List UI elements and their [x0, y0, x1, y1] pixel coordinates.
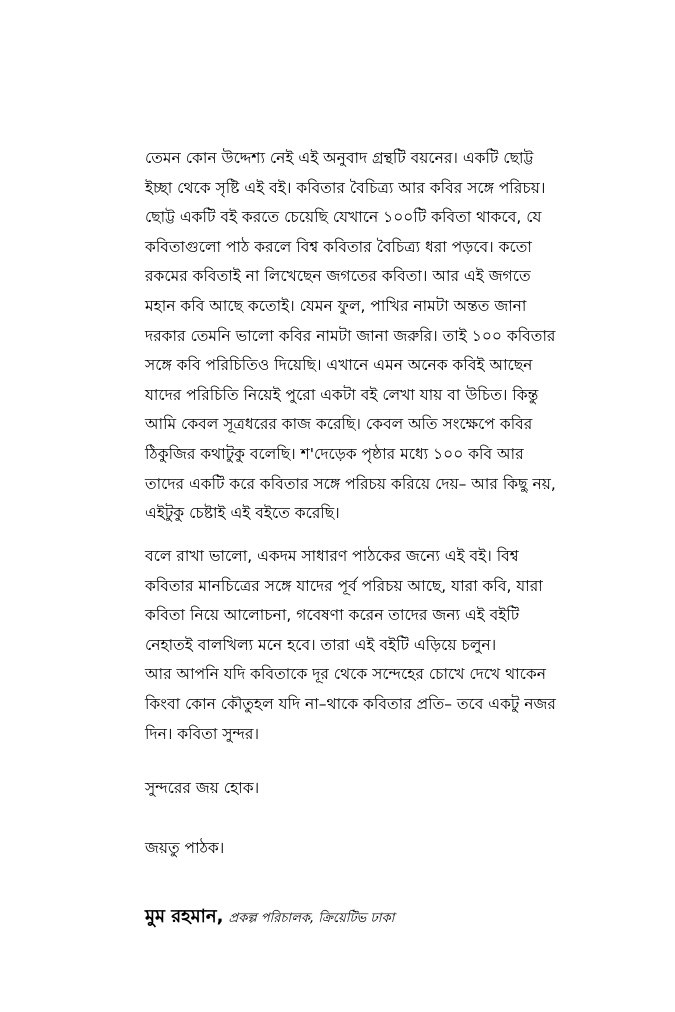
paragraph-line: নেহাতই বালখিল্য মনে হবে। তারা এই বইটি এড়িয়ে চলুন। [145, 635, 497, 654]
signature-role: প্রকল্প পরিচালক, ক্রিয়েটিভ ঢাকা [228, 911, 395, 926]
paragraph-line: আর আপনি যদি কবিতাকে দূর থেকে সন্দেহের চোখে দেখে থাকেন [145, 665, 546, 684]
paragraph-line: ঠিকুজির কথাটুকু বলেছি। শ'দেড়েক পৃষ্ঠার মধ্যে ১০০ কবি আর [145, 444, 524, 463]
paragraph-line: তেমন কোন উদ্দেশ্য নেই এই অনুবাদ গ্রন্থটি বয়নের। একটি ছোট্ট [145, 149, 534, 167]
paragraph-line: কবিতার মানচিত্রের সঙ্গে যাদের পূর্ব পরিচয় আছে, যারা কবি, যারা [145, 576, 543, 595]
signature-name: মুম রহমান, [145, 906, 224, 927]
paragraph-line: রকমের কবিতাই না লিখেছেন জগতের কবিতা। আর এই জগতে [145, 267, 531, 286]
paragraph-intro [145, 144, 600, 529]
paragraph-audience [145, 542, 600, 749]
paragraph-line: দিন। কবিতা সুন্দর। [145, 724, 260, 743]
paragraph-closing-salute [145, 834, 600, 864]
paragraph-line: এইটুকু চেষ্টাই এই বইতে করেছি। [145, 504, 340, 523]
paragraph-line: যাদের পরিচিতি নিয়েই পুরো একটা বই লেখা যায় বা উচিত। কিন্তু [145, 385, 539, 404]
paragraph-line: মহান কবি আছে কতোই। যেমন ফুল, পাখির নামটা অন্তত জানা [145, 296, 527, 315]
paragraph-line: সুন্দরের জয় হোক। [145, 779, 260, 797]
paragraph-line: কিংবা কোন কৌতুহল যদি না–থাকে কবিতার প্রতি– তবে একটু নজর [145, 694, 556, 713]
paragraph-line: কবিতা নিয়ে আলোচনা, গবেষণা করেন তাদের জন্য এই বইটি [145, 606, 520, 625]
paragraph-line: জয়তু পাঠক। [145, 839, 225, 857]
paragraph-line: ছোট্ট একটি বই করতে চেয়েছি যেখানে ১০০টি কবিতা থাকবে, যে [145, 208, 542, 227]
paragraph-line: আমি কেবল সূত্রধরের কাজ করেছি। কেবল অতি সংক্ষেপে কবির [145, 415, 533, 434]
paragraph-line: কবিতাগুলো পাঠ করলে বিশ্ব কবিতার বৈচিত্র্য ধরা পড়বে। কতো [145, 237, 532, 256]
paragraph-line: সঙ্গে কবি পরিচিতিও দিয়েছি। এখানে এমন অনেক কবিই আছেন [145, 356, 533, 375]
paragraph-closing-wish [145, 774, 600, 804]
paragraph-line: ইচ্ছা থেকে সৃষ্টি এই বই। কবিতার বৈচিত্র্য আর কবির সঙ্গে পরিচয়। [145, 178, 546, 197]
paragraph-line: তাদের একটি করে কবিতার সঙ্গে পরিচয় করিয়ে দেয়– আর কিছু নয়, [145, 474, 556, 493]
signature [145, 902, 394, 934]
paragraph-line: দরকার তেমনি ভালো কবির নামটা জানা জরুরি। তাই ১০০ কবিতার [145, 326, 556, 345]
paragraph-line: বলে রাখা ভালো, একদম সাধারণ পাঠকের জন্যে এই বই। বিশ্ব [145, 547, 519, 565]
